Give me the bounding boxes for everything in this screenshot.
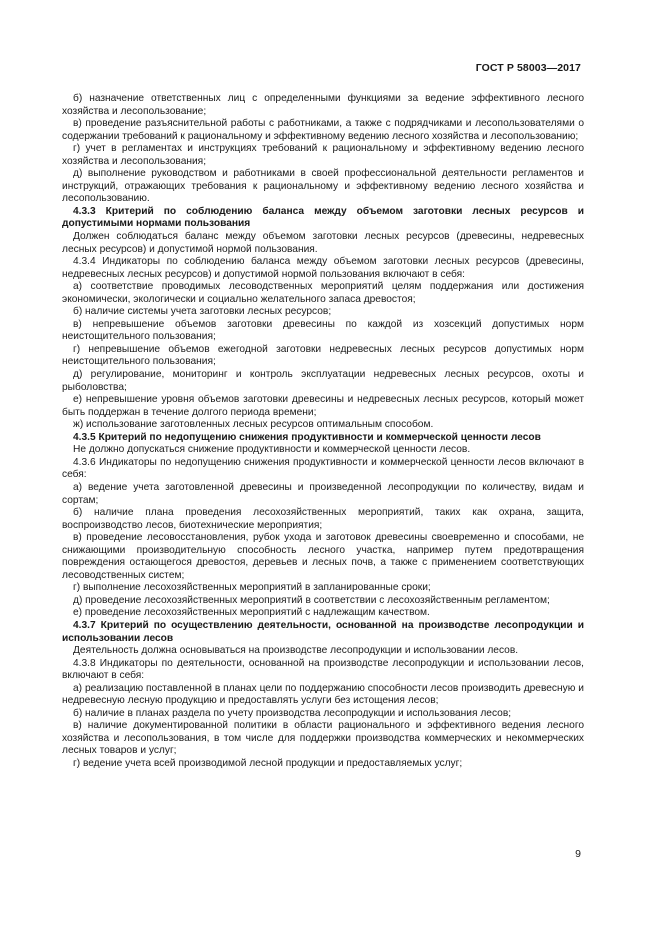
paragraph: в) проведение разъяснительной работы с работниками, а также с подрядчиками и лесопользователями о содержании требований к рациональному и эффективному ведению лесного хозяйства и лесопользованию; [62, 118, 584, 142]
paragraph: г) учет в регламентах и инструкциях требований к рациональному и эффективному ведению лесного хозяйства и лесопользования; [62, 143, 584, 167]
paragraph: е) непревышение уровня объемов заготовки древесины и недревесных лесных ресурсов, который может быть поддержан в течение долгого периода времени; [62, 394, 584, 418]
paragraph: б) наличие в планах раздела по учету производства лесопродукции и использования лесов; [73, 707, 512, 719]
section-heading-4-3-7: 4.3.7 Критерий по осуществлению деятельности, основанной на производстве лесопродукции и использовании лесов [62, 619, 584, 644]
paragraph: Должен соблюдаться баланс между объемом заготовки лесных ресурсов (древесины, недревесных лесных ресурсов) и допустимой нормой пользования. [62, 231, 584, 255]
paragraph: 4.3.6 Индикаторы по недопущению снижения продуктивности и коммерческой ценности лесов включают в себя: [62, 456, 584, 481]
paragraph: в) наличие документированной политики в области рационального и эффективного ведения лесного хозяйства и лесопользования, в том числе для поддержки производства коммерческих и некоммерческих лесных товаров и услуг; [62, 720, 584, 757]
paragraph: е) проведение лесохозяйственных мероприятий с надлежащим качеством. [73, 607, 430, 619]
document-code-header: ГОСТ Р 58003—2017 [475, 62, 581, 74]
paragraph: д) выполнение руководством и работниками в своей профессиональной деятельности регламентов и инструкций, отражающих требования к рациональному и эффективному ведению лесного хозяйства и лесопользованию. [62, 168, 584, 205]
paragraph: д) проведение лесохозяйственных мероприятий в соответствии с лесохозяйственным регламентом; [73, 594, 550, 606]
paragraph: г) непревышение объемов ежегодной заготовки недревесных лесных ресурсов допустимых норм неистощительного пользования; [62, 343, 584, 368]
paragraph: б) назначение ответственных лиц с определенными функциями за ведение эффективного лесного хозяйства и лесопользование; [62, 93, 584, 117]
paragraph: г) ведение учета всей производимой лесной продукции и предоставляемых услуг; [73, 757, 463, 769]
paragraph: Не должно допускаться снижение продуктивности и коммерческой ценности лесов. [73, 444, 471, 456]
paragraph: а) ведение учета заготовленной древесины и произведенной лесопродукции по количеству, видам и сортам; [62, 481, 584, 506]
paragraph: в) непревышение объемов заготовки древесины по каждой из хозсекций допустимых норм неистощительного пользования; [62, 318, 584, 343]
paragraph: ж) использование заготовленных лесных ресурсов оптимальным способом. [73, 419, 434, 431]
paragraph: г) выполнение лесохозяйственных мероприятий в запланированные сроки; [73, 582, 431, 594]
document-body [62, 93, 584, 771]
paragraph: 4.3.8 Индикаторы по деятельности, основанной на производстве лесопродукции и использовании лесов, включают в себя: [62, 657, 584, 682]
paragraph: а) реализацию поставленной в планах цели по поддержанию способности лесов производить древесную и недревесную лесную продукцию и предоставлять услуги без истощения лесов; [62, 682, 584, 707]
section-heading-4-3-3: 4.3.3 Критерий по соблюдению баланса между объемом заготовки лесных ресурсов и допустимыми нормами пользования [62, 205, 584, 230]
paragraph: в) проведение лесовосстановления, рубок ухода и заготовок древесины своевременно и способами, не снижающими производительную способность лесного участка, например путем предотвращения повреждения остающегося древостоя, деревьев и лесных почв, а также с применением соответствующих лесоводственных систем; [62, 532, 584, 581]
section-heading-4-3-5: 4.3.5 Критерий по недопущению снижения продуктивности и коммерческой ценности лесов [73, 431, 541, 443]
paragraph: Деятельность должна основываться на производстве лесопродукции и использовании лесов. [73, 645, 519, 657]
page-number: 9 [575, 848, 581, 860]
paragraph: 4.3.4 Индикаторы по соблюдению баланса между объемом заготовки лесных ресурсов (древесины, недревесных лесных ресурсов) и допустимой нормой пользования включают в себя: [62, 256, 584, 280]
paragraph: б) наличие системы учета заготовки лесных ресурсов; [73, 306, 332, 318]
paragraph: б) наличие плана проведения лесохозяйственных мероприятий, таких как охрана, защита, воспроизводство лесов, биотехнические мероприятия; [62, 507, 584, 531]
paragraph: д) регулирование, мониторинг и контроль эксплуатации недревесных лесных ресурсов, охоты и рыболовства; [62, 369, 584, 393]
paragraph: а) соответствие проводимых лесоводственных мероприятий целям поддержания или достижения экономически, экологически и социально желательного запаса древостоя; [62, 281, 584, 305]
